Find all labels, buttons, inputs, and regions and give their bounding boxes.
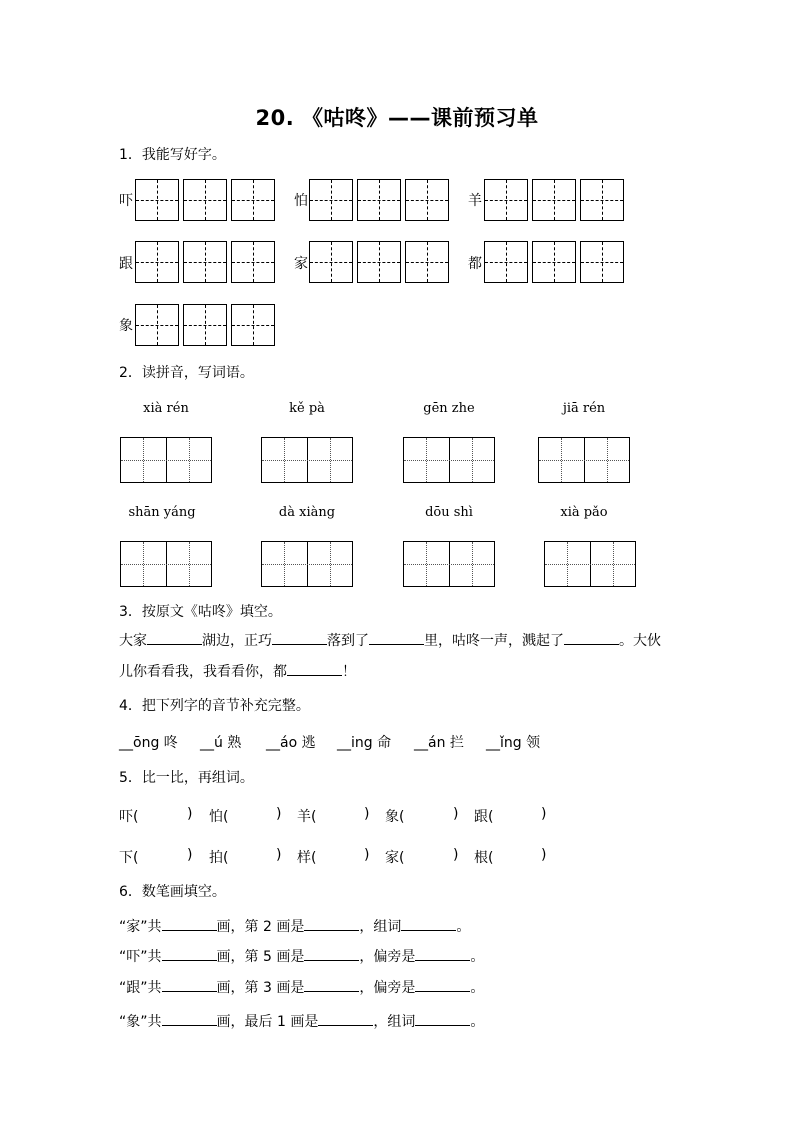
q2-heading: 2．读拼音，写词语。 — [119, 365, 254, 381]
q6-line: “家”共 画，第 2 画是 ，组词 。 — [119, 916, 470, 936]
compare-close: ) — [453, 806, 459, 822]
q1-char-label: 羊 — [468, 193, 482, 209]
q6-line: “跟”共 画，第 3 画是 ，偏旁是 。 — [119, 977, 484, 997]
compare-close: ) — [187, 847, 193, 863]
q4-heading: 4．把下列字的音节补充完整。 — [119, 698, 310, 714]
pinyin-label: shān yáng — [128, 505, 196, 520]
writing-grid-cell[interactable] — [135, 241, 179, 283]
word-writing-box[interactable] — [261, 437, 353, 483]
compare-item: 象( — [385, 809, 405, 825]
q3-text: 儿你看看我，我看看你，都 — [119, 664, 287, 680]
compare-item: 家( — [385, 850, 405, 866]
writing-grid-cell[interactable] — [183, 304, 227, 346]
pinyin-label: xià pǎo — [560, 505, 608, 520]
q5-heading: 5．比一比，再组词。 — [119, 770, 254, 786]
page-title: 20. 《咕咚》——课前预习单 — [255, 106, 539, 130]
q4-item[interactable]: __ing 命 — [337, 735, 392, 751]
word-writing-box[interactable] — [538, 437, 630, 483]
compare-item: 羊( — [297, 809, 317, 825]
compare-close: ) — [364, 806, 370, 822]
writing-grid-cell[interactable] — [484, 179, 528, 221]
fill-blank[interactable] — [304, 916, 359, 931]
fill-blank[interactable] — [304, 946, 359, 961]
writing-grid-cell[interactable] — [580, 241, 624, 283]
q4-item[interactable]: __ǐng 领 — [486, 735, 541, 751]
q4-item[interactable]: __áo 逃 — [266, 735, 316, 751]
compare-close: ) — [364, 847, 370, 863]
q1-heading: 1．我能写好字。 — [119, 147, 226, 163]
word-writing-box[interactable] — [120, 437, 212, 483]
writing-grid-cell[interactable] — [135, 304, 179, 346]
writing-grid-cell[interactable] — [405, 241, 449, 283]
writing-grid-cell[interactable] — [135, 179, 179, 221]
q4-item[interactable]: __án 拦 — [414, 735, 464, 751]
writing-grid-cell[interactable] — [231, 179, 275, 221]
pinyin-label: jiā rén — [562, 401, 606, 416]
writing-grid-cell[interactable] — [183, 241, 227, 283]
fill-blank[interactable] — [369, 630, 424, 645]
fill-blank[interactable] — [415, 977, 470, 992]
fill-blank[interactable] — [162, 1011, 217, 1026]
fill-blank[interactable] — [401, 916, 456, 931]
pinyin-label: dà xiàng — [278, 505, 336, 520]
writing-grid-cell[interactable] — [357, 179, 401, 221]
q1-char-label: 象 — [119, 318, 133, 334]
q6-line: “象”共 画，最后 1 画是 ，组词 。 — [119, 1011, 484, 1031]
q3-text: 落到了 — [327, 633, 369, 649]
compare-close: ) — [276, 847, 282, 863]
writing-grid-cell[interactable] — [231, 241, 275, 283]
q3-text: 。大伙 — [619, 633, 661, 649]
compare-close: ) — [187, 806, 193, 822]
compare-item: 跟( — [474, 809, 494, 825]
fill-blank[interactable] — [318, 1011, 373, 1026]
q6-line: “吓”共 画，第 5 画是 ，偏旁是 。 — [119, 946, 484, 966]
q3-text: ！ — [342, 664, 356, 680]
fill-blank[interactable] — [162, 946, 217, 961]
fill-blank[interactable] — [415, 946, 470, 961]
fill-blank[interactable] — [147, 630, 202, 645]
q1-char-label: 家 — [294, 256, 308, 272]
word-writing-box[interactable] — [261, 541, 353, 587]
writing-grid-cell[interactable] — [357, 241, 401, 283]
q1-char-label: 吓 — [119, 193, 133, 209]
q1-char-label: 跟 — [119, 256, 133, 272]
word-writing-box[interactable] — [544, 541, 636, 587]
writing-grid-cell[interactable] — [183, 179, 227, 221]
pinyin-label: kě pà — [289, 401, 325, 416]
pinyin-label: gēn zhe — [423, 401, 475, 416]
fill-blank[interactable] — [272, 630, 327, 645]
fill-blank[interactable] — [415, 1011, 470, 1026]
q3-line1 — [119, 626, 661, 657]
writing-grid-cell[interactable] — [484, 241, 528, 283]
word-writing-box[interactable] — [120, 541, 212, 587]
q4-item[interactable]: __ōng 咚 — [119, 735, 178, 751]
fill-blank[interactable] — [564, 630, 619, 645]
pinyin-label: xià rén — [143, 401, 189, 416]
q3-text: 大家 — [119, 633, 147, 649]
writing-grid-cell[interactable] — [309, 179, 353, 221]
compare-item: 下( — [119, 850, 139, 866]
compare-close: ) — [276, 806, 282, 822]
q3-line2 — [119, 657, 356, 688]
writing-grid-cell[interactable] — [532, 179, 576, 221]
writing-grid-cell[interactable] — [405, 179, 449, 221]
q6-heading: 6．数笔画填空。 — [119, 884, 226, 900]
word-writing-box[interactable] — [403, 541, 495, 587]
q3-text: 里，咕咚一声，溅起了 — [424, 633, 564, 649]
compare-item: 拍( — [209, 850, 229, 866]
fill-blank[interactable] — [162, 916, 217, 931]
fill-blank[interactable] — [162, 977, 217, 992]
compare-item: 怕( — [209, 809, 229, 825]
fill-blank[interactable] — [287, 661, 342, 676]
compare-item: 样( — [297, 850, 317, 866]
compare-close: ) — [541, 806, 547, 822]
compare-close: ) — [453, 847, 459, 863]
word-writing-box[interactable] — [403, 437, 495, 483]
q1-char-label: 都 — [468, 256, 482, 272]
q3-heading: 3．按原文《咕咚》填空。 — [119, 604, 282, 620]
compare-close: ) — [541, 847, 547, 863]
writing-grid-cell[interactable] — [532, 241, 576, 283]
q3-text: 湖边，正巧 — [202, 633, 272, 649]
writing-grid-cell[interactable] — [580, 179, 624, 221]
compare-item: 吓( — [119, 809, 139, 825]
fill-blank[interactable] — [304, 977, 359, 992]
q1-char-label: 怕 — [294, 193, 308, 209]
pinyin-label: dōu shì — [425, 505, 473, 520]
writing-grid-cell[interactable] — [309, 241, 353, 283]
compare-item: 根( — [474, 850, 494, 866]
writing-grid-cell[interactable] — [231, 304, 275, 346]
q4-item[interactable]: __ú 熟 — [200, 735, 242, 751]
